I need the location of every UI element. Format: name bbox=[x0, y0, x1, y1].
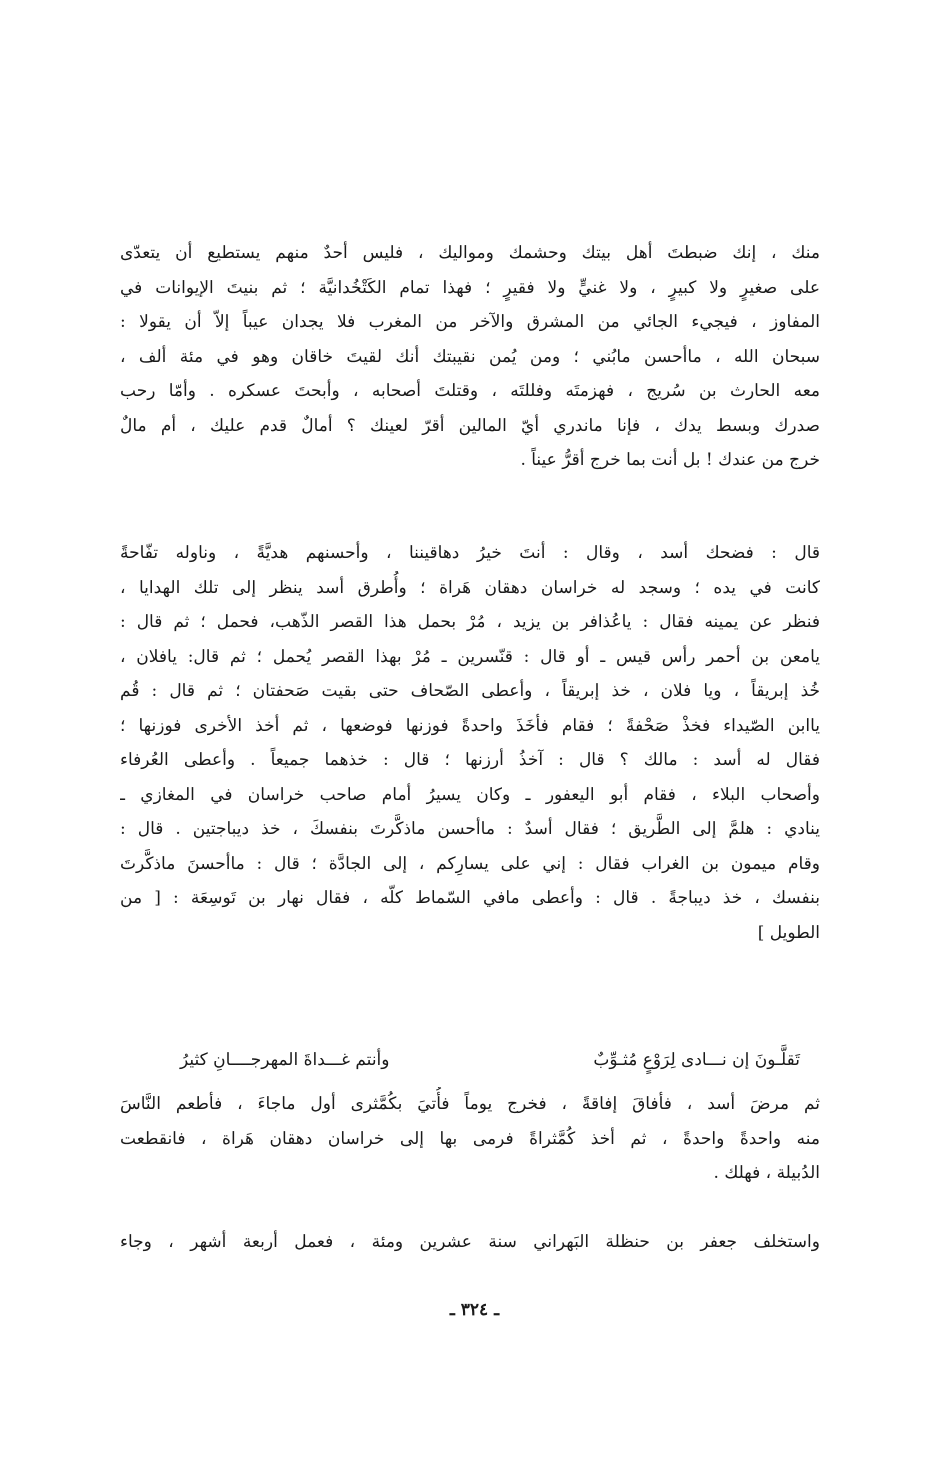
text-line: يامعن بن أحمر رأس قيس ـ أو قال : قنّسرين ـ مُرْ بهذا القصر يُحمل ؛ ثم قال: يافلان ، bbox=[120, 646, 820, 667]
text-line: منك ، إنك ضبطتَ أهل بيتك وحشمك ومواليك ، فليس أحدٌ منهم يستطيع أن يتعدّى bbox=[120, 243, 820, 263]
verse-second-hemistich: وأنتم غـــداةَ المهرجــــانِ كثيرُ bbox=[180, 1050, 390, 1070]
text-line: بنفسك ، خذ ديباجةً . قال : وأعطى مافي السّماط كلّه ، فقال نهار بن تَوسِعَة : [ من bbox=[120, 888, 820, 908]
text-line: وقام ميمون بن الغراب فقال : إني على يسارِكم ، إلى الجادَّة ؛ قال : ماأحسنَ ماذكَّرتَ bbox=[120, 853, 820, 874]
paragraph-3 bbox=[120, 1087, 820, 1191]
text-line: المفاوز ، فيجيء الجائي من المشرق والآخر من المغرب فلا يجدان عيباً إلاّ أن يقولا : bbox=[120, 312, 820, 332]
paragraph-4 bbox=[120, 1225, 820, 1260]
text-line: فنظر عن يمينه فقال : ياعُذافر بن يزيد ، مُرْ بحمل هذا القصر الذّهب، فحمل ؛ ثم قال : bbox=[120, 612, 820, 632]
text-line: خرج من عندك ! بل أنت بما خرج أقرُّ عيناً . bbox=[520, 450, 820, 470]
verse-first-hemistich: تَقلَّـونَ إن نـــادى لِرَوْعٍ مُثـوِّبٌ bbox=[593, 1050, 800, 1070]
text-line: ثم مرضَ أسد ، فأفاقَ إفاقةً ، فخرج يوماً فأُتيَ بكُمَّثرى أول ماجاءَ ، فأطعم النَّاسَ bbox=[120, 1094, 820, 1114]
text-line: سبحان الله ، ماأحسن مابُني ؛ ومن يُمن نقيبتك أنك لقيتَ خاقان وهو في مئة ألف ، bbox=[120, 346, 820, 367]
poetry-verse bbox=[160, 1042, 800, 1078]
text-line: قال : فضحك أسد ، وقال : أنتَ خيرُ دهاقيننا ، وأحسنهم هديَّةً ، وناوله تفّاحةً bbox=[120, 543, 820, 563]
text-line: الطويل ] bbox=[757, 922, 820, 943]
text-line: صدرك وبسط يدك ، فإنا ماندري أيّ المالين أقرّ لعينك ؟ أمالٌ قدم عليك ، أم مالٌ bbox=[120, 415, 820, 436]
paragraph-1 bbox=[120, 236, 820, 478]
text-line: ينادي : هلمَّ إلى الطَّريق ؛ فقال أسدٌ : ماأحسن ماذكَّرتَ بنفسكَ ، خذ ديباجتين . قال : bbox=[120, 819, 820, 839]
text-line: فقال له أسد : مالك ؟ قال : آخذُ أرزنها ؛ قال : خذهما جميعاً . وأعطى العُرفاء bbox=[120, 750, 820, 770]
text-line: معه الحارث بن سُريج ، فهزمتَه وفللتَه ، وقتلتَ أصحابه ، وأبحتَ عسكره . وأمّا رحب bbox=[120, 381, 820, 401]
text-line: كانت في يده ؛ وسجد له خراسان دهقان هَراة ؛ وأُطرق أسد ينظر إلى تلك الهدايا ، bbox=[120, 577, 820, 598]
text-line: واستخلف جعفر بن حنظلة البَهراني سنة عشرين ومئة ، فعمل أربعة أشهر ، وجاء bbox=[120, 1232, 820, 1252]
text-line: على صغيرٍ ولا كبيرٍ ، ولا غنيٍّ ولا فقيرٍ ؛ فهذا تمام الكَتْخُدانيَّة ؛ ثم بنيتَ الإيوانات في bbox=[120, 277, 820, 298]
text-line: ياابن الصّيداء فخذْ صَحْفةً ؛ فقام فأخَذَ واحدةً فوزنها فوضعها ، ثم أخذ الأخرى فوزنها ؛ bbox=[120, 715, 820, 736]
text-line: منه واحدةً واحدةً ، ثم أخذ كُمَّثراةً فرمى بها إلى خراسان دهقان هَراة ، فانقطعت bbox=[120, 1128, 820, 1149]
page-number: ـ ٣٢٤ ـ bbox=[449, 1300, 500, 1320]
text-line: وأصحاب البلاء ، فقام أبو اليعفور ـ وكان يسيرُ أمام صاحب خراسان في المغازي ـ bbox=[120, 784, 820, 805]
text-line: الدُبيلة ، فهلك . bbox=[713, 1163, 820, 1183]
text-line: خُذ إبريقاً ، ويا فلان ، خذ إبريقاً ، وأعطى الصّحاف حتى بقيت صَحفتان ؛ ثم قال : قُم bbox=[120, 681, 820, 701]
paragraph-2 bbox=[120, 536, 820, 950]
